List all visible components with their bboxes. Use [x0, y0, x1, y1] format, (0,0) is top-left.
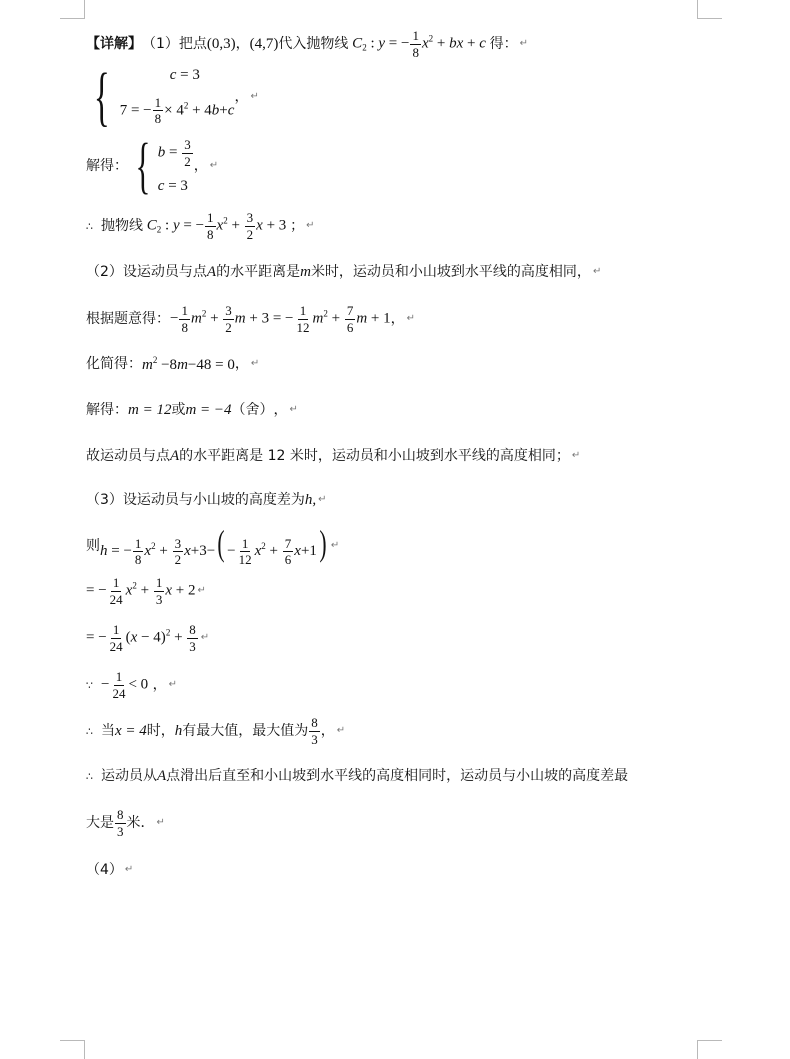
system-eq-1: c = 3: [169, 67, 200, 83]
crop-mark-top-right: [697, 0, 722, 19]
height-equation: − $\frac{1}{8}$ $m^2$ + $\frac{3}{2}$ m + 3 = − $\frac{1}{12}$ $m^2$ + $\frac{7}{6}$ m + 1: [170, 302, 391, 335]
coefficient-inequality: − $\frac{1}{24}$ < 0: [101, 668, 149, 701]
solution-intro-line: 【详解】 （1） 把点 (0,3) ， (4,7) 代入抛物线 $C_2$ : y = − $\frac{1}{8}$ $x^2$ + bx + c 得： ↵: [86, 27, 529, 60]
conclusion-3-line: ∴ 运动员从 A 点滑出后直至和小山坡到水平线的高度相同时，运动员与小山坡的高度差最: [86, 767, 629, 784]
parabola-c2-formula: $C_2$ : y = − $\frac{1}{8}$ $x^2$ + bx + c: [352, 27, 486, 60]
conclusion-2-line: 故运动员与点 A 的水平距离是 12 米时，运动员和小山坡到水平线的高度相同； ↵: [86, 447, 581, 464]
max-height-fraction: $\frac{8}{3}$: [117, 806, 124, 839]
crop-mark-bottom-left: [60, 1040, 85, 1059]
vertex-form-line: = − $\frac{1}{24}$ $(x - 4)^2$ + $\frac{8}{3}$ ↵: [86, 621, 210, 654]
equation-system-1: { c = 3 7 = − $\frac{1}{8}$ × $4^2 + 4b+c$ ， ↵: [93, 60, 259, 133]
solution-b: b = $\frac{3}{2}$: [157, 137, 191, 169]
coefficient-negative-line: ∵ − $\frac{1}{24}$ < 0 ， ↵: [86, 668, 178, 701]
height-difference-expr: h = − $\frac{1}{8}$ $x^2$ + $\frac{3}{2}$ x+3−( − $\frac{1}{12}$ $x^2$ + $\frac{7}{6}$ x+1): [100, 523, 327, 568]
part-1-label: （1）: [142, 36, 179, 52]
part-4-line: （4） ↵: [86, 862, 134, 878]
conclusion-3-continued: 大是 $\frac{8}{3}$ 米． ↵: [86, 806, 165, 839]
max-value-fraction: $\frac{8}{3}$: [311, 714, 318, 747]
quadratic-m: $m^2 -8m-48 = 0$: [142, 354, 235, 373]
simplify-line: 化简得： $m^2 -8m-48 = 0$ ， ↵: [86, 354, 260, 373]
detail-tag: 【详解】: [86, 36, 142, 52]
vertex-form-expr: = − $\frac{1}{24}$ $(x - 4)^2$ + $\frac{8}{3}$: [86, 621, 196, 654]
parabola-result-line: ∴ 抛物线 $C_2$ : y = − $\frac{1}{8}$ $x^2$ + $\frac{3}{2}$ x + 3 ； ↵: [86, 209, 315, 242]
max-value-line: ∴ 当 x = 4 时， h 有最大值，最大值为 $\frac{8}{3}$ ， ↵: [86, 714, 346, 747]
height-difference-line: 则 h = − $\frac{1}{8}$ $x^2$ + $\frac{3}{2}$ x+3−( − $\frac{1}{12}$ $x^2$ + $\frac{7}{6}$ x+1) ↵: [86, 523, 340, 568]
equation-2-line: 根据题意得： − $\frac{1}{8}$ $m^2$ + $\frac{3}{2}$ m + 3 = − $\frac{1}{12}$ $m^2$ + $\frac{7}{6}$ m + 1 ， ↵: [86, 302, 416, 335]
parabola-c2-result: $C_2$ : y = − $\frac{1}{8}$ $x^2$ + $\frac{3}{2}$ x + 3: [146, 209, 291, 242]
solution-b-c: 解得： { b = $\frac{3}{2}$ c = 3 ， ↵: [86, 132, 219, 200]
simplified-expr-line: = − $\frac{1}{24}$ $x^2$ + $\frac{1}{3}$ x + 2 ↵: [86, 574, 206, 607]
crop-mark-top-left: [60, 0, 85, 19]
part-2-line: （2）设运动员与点 A 的水平距离是 m 米时，运动员和小山坡到水平线的高度相同， ↵: [86, 263, 602, 280]
crop-mark-bottom-right: [697, 1040, 722, 1059]
simplified-expr: = − $\frac{1}{24}$ $x^2$ + $\frac{1}{3}$ x + 2: [86, 574, 196, 607]
solve-m-line: 解得： m = 12 或 m = −4 （舍） ， ↵: [86, 401, 298, 418]
system-eq-2: 7 = − $\frac{1}{8}$ × $4^2 + 4b+c$: [119, 94, 235, 127]
solution-c: c = 3: [157, 178, 188, 194]
part-3-line: （3）设运动员与小山坡的高度差为 h, ↵: [86, 491, 327, 508]
